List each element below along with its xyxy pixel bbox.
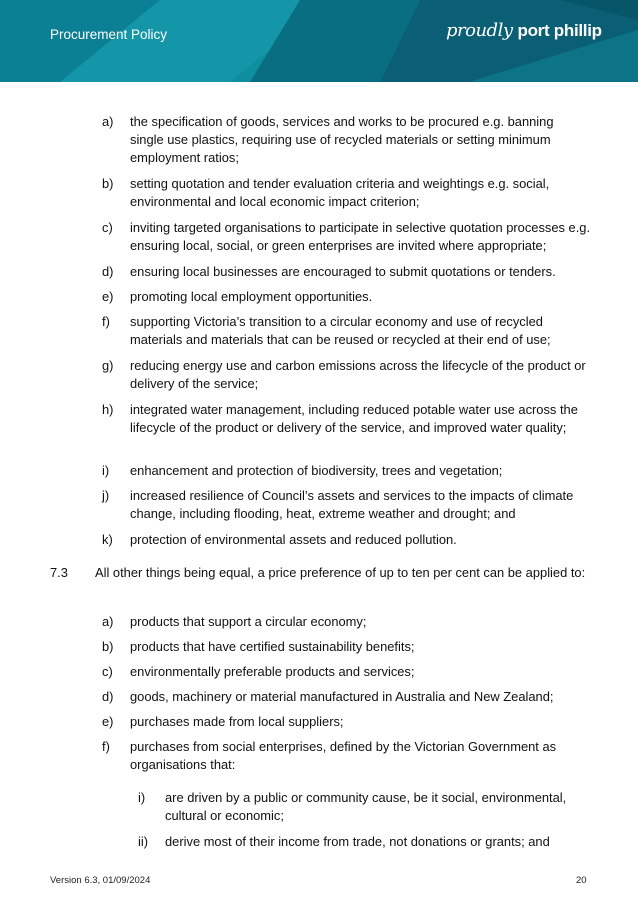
list-marker: b) — [102, 639, 114, 654]
list-marker: a) — [102, 114, 114, 129]
list-marker: j) — [102, 488, 110, 503]
list-marker: e) — [102, 289, 114, 304]
list-marker: c) — [102, 220, 113, 235]
list-text: derive most of their income from trade, not donations or grants; and — [165, 834, 550, 849]
list-text: purchases made from local suppliers; — [130, 714, 344, 729]
list-marker: i) — [138, 790, 146, 805]
list-text: setting quotation and tender evaluation criteria and weightings e.g. social, environmental and local economic impact criterion; — [130, 176, 550, 209]
page-header — [0, 0, 638, 82]
list-text: enhancement and protection of biodiversity, trees and vegetation; — [130, 463, 503, 478]
list-text: products that support a circular economy; — [130, 614, 367, 629]
list-text: increased resilience of Council’s assets and services to the impacts of climate change, including flooding, heat, extreme weather and drought; and — [130, 488, 574, 521]
council-logo — [446, 20, 602, 41]
list-text: purchases from social enterprises, defined by the Victorian Government as organisations that: — [130, 739, 557, 772]
list-marker: d) — [102, 264, 114, 279]
page-number: 20 — [576, 875, 587, 886]
list-text: ensuring local businesses are encouraged to submit quotations or tenders. — [130, 264, 556, 279]
document-title: Procurement Policy — [50, 27, 168, 42]
clause-text: All other things being equal, a price preference of up to ten per cent can be applied to: — [95, 565, 586, 580]
list-text: supporting Victoria’s transition to a circular economy and use of recycled materials and materials that can be reused or recycled at their end of use; — [130, 314, 551, 347]
list-text: environmentally preferable products and services; — [130, 664, 415, 679]
list-marker: b) — [102, 176, 114, 191]
list-text: reducing energy use and carbon emissions across the lifecycle of the product or delivery of the service; — [130, 358, 586, 391]
list-text: integrated water management, including reduced potable water use across the lifecycle of the product or delivery of the service, and improved water quality; — [130, 402, 578, 435]
list-marker: ii) — [138, 834, 149, 849]
clause-number: 7.3 — [50, 565, 68, 580]
list-text: inviting targeted organisations to participate in selective quotation processes e.g. ensuring local, social, or green enterprises are invited where appropriate; — [130, 220, 591, 253]
list-text: are driven by a public or community cause, be it social, environmental, cultural or economic; — [165, 790, 567, 823]
list-text: goods, machinery or material manufactured in Australia and New Zealand; — [130, 689, 554, 704]
list-marker: h) — [102, 402, 114, 417]
list-marker: i) — [102, 463, 110, 478]
list-marker: g) — [102, 358, 114, 373]
logo-script-text: proudly — [446, 20, 513, 41]
list-text: the specification of goods, services and works to be procured e.g. banning single use plastics, requiring use of recycled materials or setting minimum employment ratios; — [130, 114, 554, 165]
list-marker: d) — [102, 689, 114, 704]
list-marker: f) — [102, 739, 110, 754]
footer-version: Version 6.3, 01/09/2024 — [50, 875, 151, 886]
list-marker: a) — [102, 614, 114, 629]
list-marker: f) — [102, 314, 110, 329]
logo-name-text: port phillip — [517, 21, 602, 40]
list-marker: e) — [102, 714, 114, 729]
list-text: protection of environmental assets and reduced pollution. — [130, 532, 457, 547]
list-marker: k) — [102, 532, 113, 547]
list-text: promoting local employment opportunities. — [130, 289, 373, 304]
list-text: products that have certified sustainability benefits; — [130, 639, 415, 654]
list-marker: c) — [102, 664, 113, 679]
